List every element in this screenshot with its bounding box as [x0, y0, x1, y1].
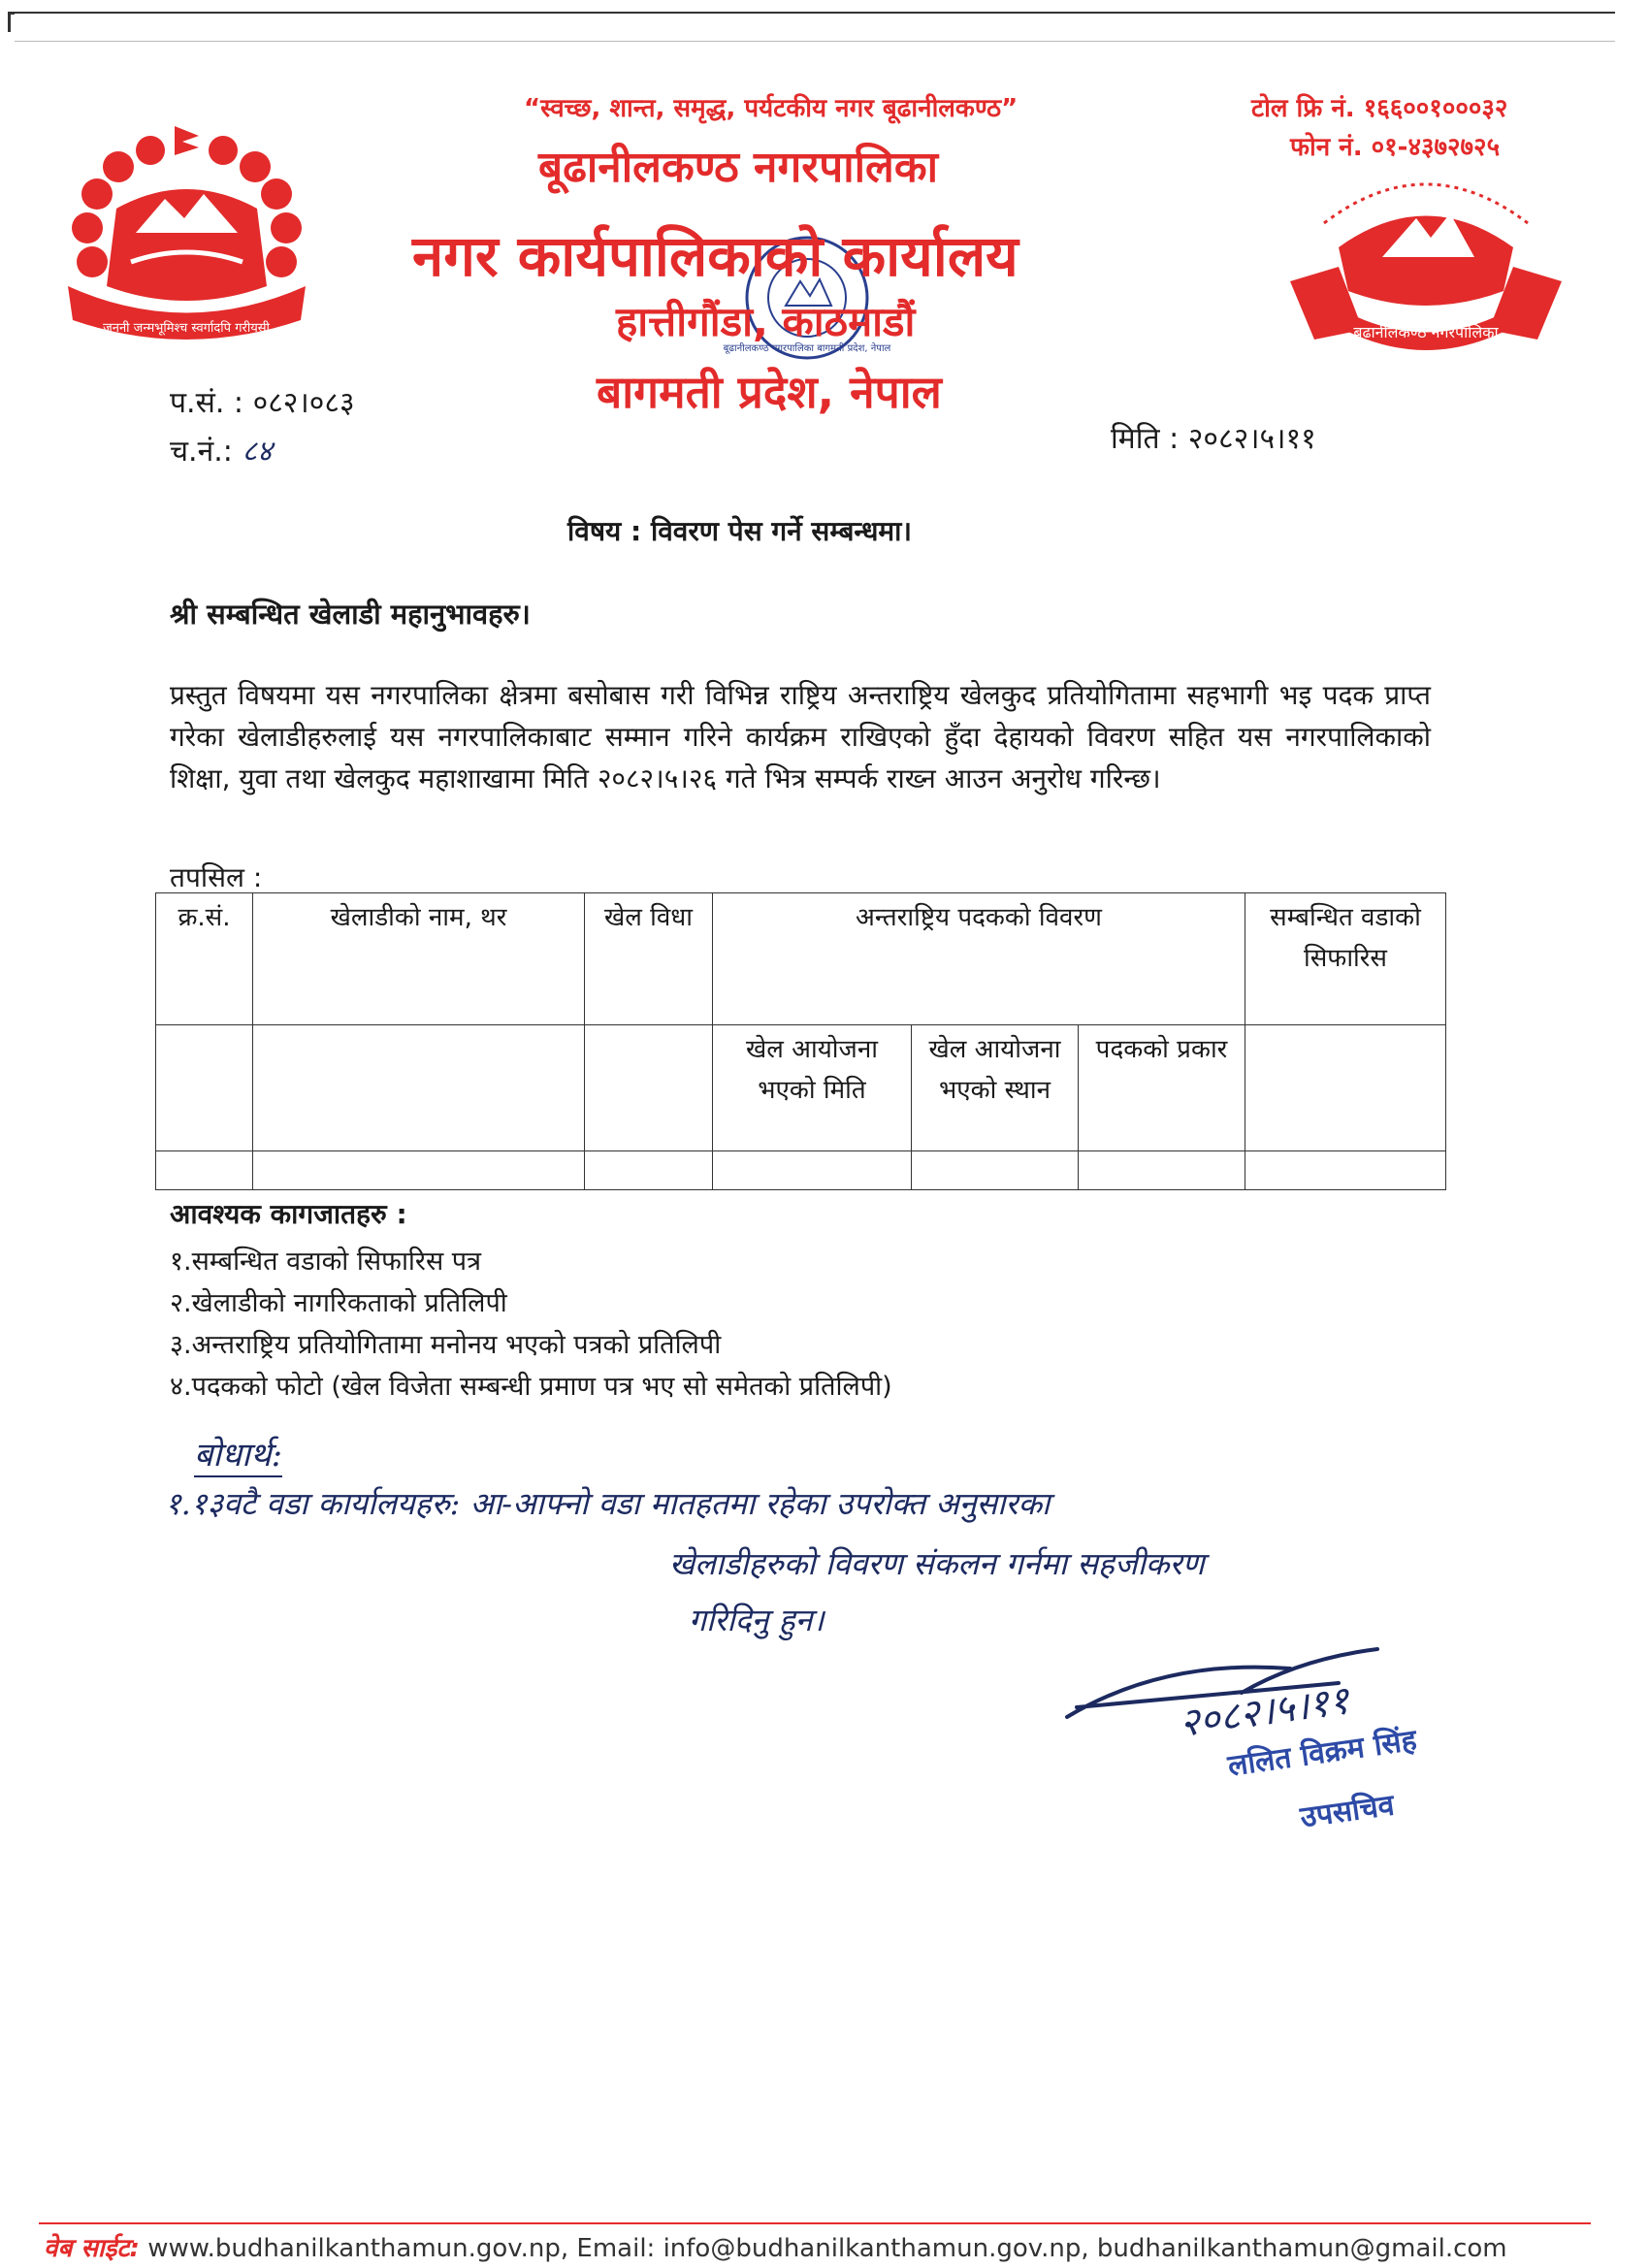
cn-value: ८४	[242, 435, 273, 469]
nepal-emblem-icon	[58, 116, 315, 349]
signatory-title: उपसचिव	[1298, 1788, 1397, 1835]
subheader-event-date: खेल आयोजना भएको मिति	[713, 1025, 912, 1151]
office-name: नगर कार्यपालिकाको कार्यालय	[412, 223, 1018, 289]
header-ward-recommendation: सम्बन्धित वडाको सिफारिस	[1245, 893, 1446, 1025]
date-value: २०८२।५।११	[1187, 422, 1316, 456]
phone-number: फोन नं. ०१-४३७२७२५	[1290, 133, 1501, 162]
header-medal-details: अन्तराष्ट्रिय पदकको विवरण	[713, 893, 1245, 1025]
letter-cn	[170, 430, 273, 470]
table-cell	[585, 1025, 713, 1151]
cc-line: खेलाडीहरुको विवरण संकलन गर्नमा सहजीकरण	[669, 1545, 1205, 1582]
signatory-name: ललित विक्रम सिंह	[1225, 1723, 1419, 1784]
top-rule	[15, 12, 1615, 14]
documents-title: आवश्यक कागजातहरु :	[170, 1198, 407, 1230]
table-cell	[156, 1025, 253, 1151]
table-header-row	[156, 893, 1446, 1025]
cc-line: १.१३वटै वडा कार्यालयहरु: आ-आफ्नो वडा मातहतमा रहेका उपरोक्त अनुसारका	[165, 1485, 1051, 1522]
cc-line: गरिदिनु हुन।	[689, 1602, 824, 1638]
document-item: १.सम्बन्धित वडाको सिफारिस पत्र	[170, 1247, 482, 1277]
ps-label: प.सं. :	[170, 386, 244, 420]
footer-rule	[39, 2222, 1591, 2224]
table-cell	[1245, 1025, 1446, 1151]
table-cell	[1245, 1151, 1446, 1190]
header-sn: क्र.सं.	[156, 893, 253, 1025]
letter-date	[1111, 417, 1316, 457]
footer-contact-text: www.budhanilkanthamun.gov.np, Email: info@budhanilkanthamun.gov.np, budhanilkanthamun@gmail.com	[147, 2234, 1507, 2263]
footer-label: वेब साईट:	[44, 2234, 140, 2263]
footer	[44, 2229, 1507, 2264]
table-cell	[713, 1151, 912, 1190]
tapasil-label: तपसिल :	[170, 861, 263, 893]
salutation: श्री सम्बन्धित खेलाडी महानुभावहरु।	[170, 598, 531, 631]
header-player-name: खेलाडीको नाम, थर	[253, 893, 585, 1025]
cn-label: च.नं.:	[170, 435, 233, 469]
table-row	[156, 1151, 1446, 1190]
document-item: २.खेलाडीको नागरिकताको प्रतिलिपी	[170, 1288, 507, 1318]
subject-text: विवरण पेस गर्ने सम्बन्धमा।	[650, 515, 913, 547]
document-item: ३.अन्तराष्ट्रिय प्रतियोगितामा मनोनय भएको पत्रको प्रतिलिपी	[170, 1330, 722, 1360]
emblem-motto: जननी जन्मभूमिश्च स्वर्गादपि गरीयसी	[103, 321, 270, 336]
subheader-event-place: खेल आयोजना भएको स्थान	[912, 1025, 1079, 1151]
header-sport: खेल विधा	[585, 893, 713, 1025]
cc-title: बोधार्थ:	[194, 1431, 282, 1477]
signature-date: २०८२।५।११	[1177, 1677, 1352, 1746]
address-line-1: हात्तीगौंडा, काठमाडौं	[616, 298, 916, 345]
table-cell	[253, 1025, 585, 1151]
scan-corner-mark	[8, 12, 15, 32]
subheader-medal-type: पदकको प्रकार	[1079, 1025, 1245, 1151]
top-rule-thin	[15, 41, 1615, 42]
date-label: मिति :	[1111, 422, 1180, 456]
table-subheader-row	[156, 1025, 1446, 1151]
address-line-2: बागमती प्रदेश, नेपाल	[597, 366, 942, 418]
table-cell	[1079, 1151, 1245, 1190]
stamp-text: बूढानीलकण्ठ नगरपालिका बागमती प्रदेश, नेपाल	[723, 343, 891, 354]
letter-body: प्रस्तुत विषयमा यस नगरपालिका क्षेत्रमा बसोबास गरी विभिन्न राष्ट्रिय अन्तराष्ट्रिय खेलकुद प्रतियोगितामा सहभागी भइ पदक प्राप्त गरेका खेलाडीहरुलाई यस नगरपालिकाबाट सम्मान गरिने कार्यक्रम राखिएको हुँदा देहायको विवरण सहित यस नगरपालिकाको शिक्षा, युवा तथा खेलकुद महाशाखामा मिति २०८२।५।२६ गते भित्र सम्पर्क राख्न आउन अनुरोध गरिन्छ।	[170, 679, 1431, 794]
subject-label: विषय :	[567, 515, 642, 547]
toll-free-number: टोल फ्रि नं. १६६००१०००३२	[1251, 94, 1508, 123]
table-cell	[585, 1151, 713, 1190]
slogan: “स्वच्छ, शान्त, समृद्ध, पर्यटकीय नगर बूढानीलकण्ठ”	[524, 94, 1018, 123]
ps-value: ०८२।०८३	[252, 386, 355, 420]
document-item: ४.पदकको फोटो (खेल विजेता सम्बन्धी प्रमाण पत्र भए सो समेतको प्रतिलिपी)	[170, 1372, 892, 1402]
municipality-name: बूढानीलकण्ठ नगरपालिका	[538, 143, 939, 192]
letter-ps	[170, 381, 355, 421]
table-cell	[156, 1151, 253, 1190]
table-cell	[253, 1151, 585, 1190]
table-cell	[912, 1151, 1079, 1190]
municipality-logo-icon	[1285, 165, 1567, 354]
logo-caption: बूढानीलकण्ठ नगरपालिका	[1353, 323, 1499, 341]
details-table	[155, 892, 1446, 1190]
subject-line	[567, 512, 912, 549]
